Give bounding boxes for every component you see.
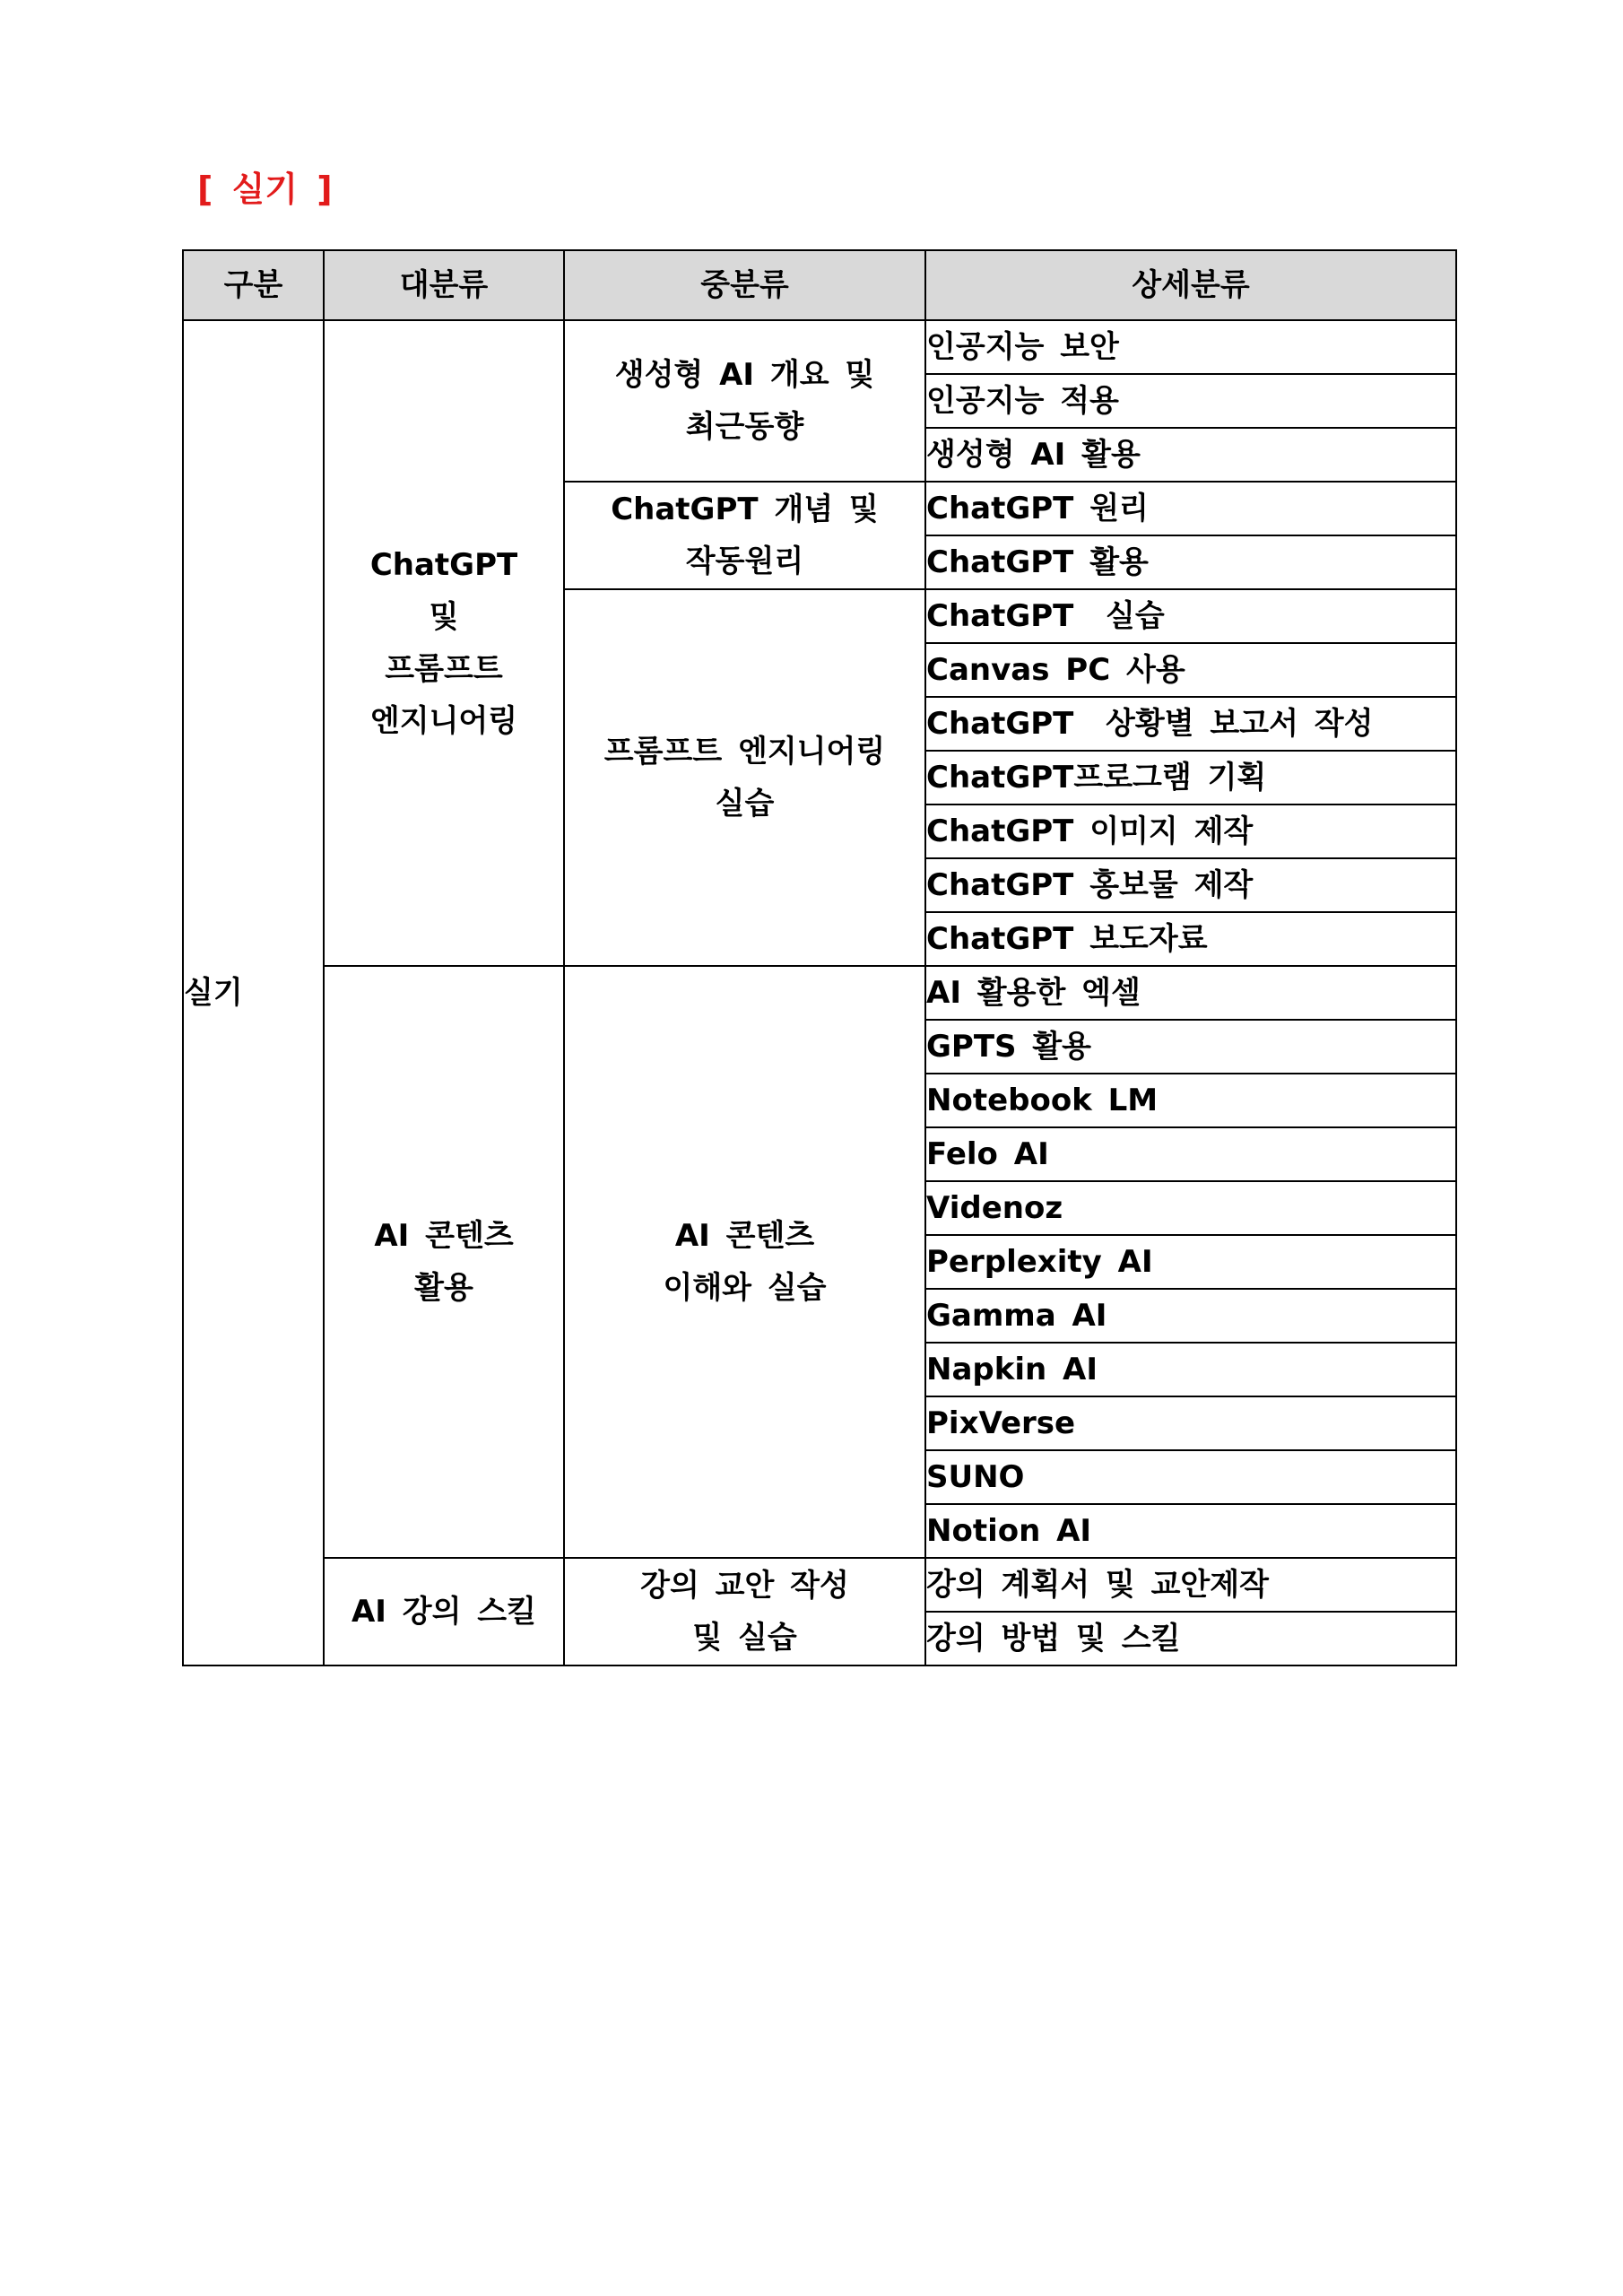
detail-cell: ChatGPT 원리 [925,482,1456,535]
major-category-cell: ChatGPT 및 프롬프트 엔지니어링 [324,320,564,966]
detail-cell: AI 활용한 엑셀 [925,966,1456,1020]
major-category-cell: AI 강의 스킬 [324,1558,564,1665]
header-middle-category: 중분류 [564,250,925,320]
detail-cell: ChatGPT 실습 [925,589,1456,643]
detail-cell: Perplexity AI [925,1235,1456,1289]
detail-cell: SUNO [925,1450,1456,1504]
detail-cell: 강의 계획서 및 교안제작 [925,1558,1456,1612]
detail-cell: ChatGPT 홍보물 제작 [925,858,1456,912]
section-title: [ 실기 ] [197,170,333,209]
header-detail-category: 상세분류 [925,250,1456,320]
detail-cell: 강의 방법 및 스킬 [925,1612,1456,1665]
middle-category-cell: 프롬프트 엔지니어링 실습 [564,589,925,966]
middle-category-cell: ChatGPT 개념 및 작동원리 [564,482,925,589]
detail-cell: 인공지능 적용 [925,374,1456,428]
middle-category-cell: AI 콘텐츠 이해와 실습 [564,966,925,1558]
gubun-cell: 실기 [183,320,324,1665]
detail-cell: 인공지능 보안 [925,320,1456,374]
table-row [183,966,1456,1020]
detail-cell: PixVerse [925,1396,1456,1450]
middle-category-cell: 강의 교안 작성 및 실습 [564,1558,925,1665]
table-row [183,320,1456,374]
detail-cell: Napkin AI [925,1343,1456,1396]
detail-cell: Canvas PC 사용 [925,643,1456,697]
table-header-row [183,250,1456,320]
detail-cell: Gamma AI [925,1289,1456,1343]
detail-cell: ChatGPT 상황별 보고서 작성 [925,697,1456,751]
major-category-cell: AI 콘텐츠 활용 [324,966,564,1558]
header-gubun: 구분 [183,250,324,320]
middle-category-cell: 생성형 AI 개요 및 최근동향 [564,320,925,482]
detail-cell: Notebook LM [925,1074,1456,1127]
curriculum-table [182,249,1457,1666]
detail-cell: Videnoz [925,1181,1456,1235]
detail-cell: Felo AI [925,1127,1456,1181]
detail-cell: 생성형 AI 활용 [925,428,1456,482]
detail-cell: ChatGPT 활용 [925,535,1456,589]
detail-cell: GPTS 활용 [925,1020,1456,1074]
detail-cell: ChatGPT프로그램 기획 [925,751,1456,804]
table-row [183,1558,1456,1612]
detail-cell: Notion AI [925,1504,1456,1558]
detail-cell: ChatGPT 보도자료 [925,912,1456,966]
header-major-category: 대분류 [324,250,564,320]
detail-cell: ChatGPT 이미지 제작 [925,804,1456,858]
